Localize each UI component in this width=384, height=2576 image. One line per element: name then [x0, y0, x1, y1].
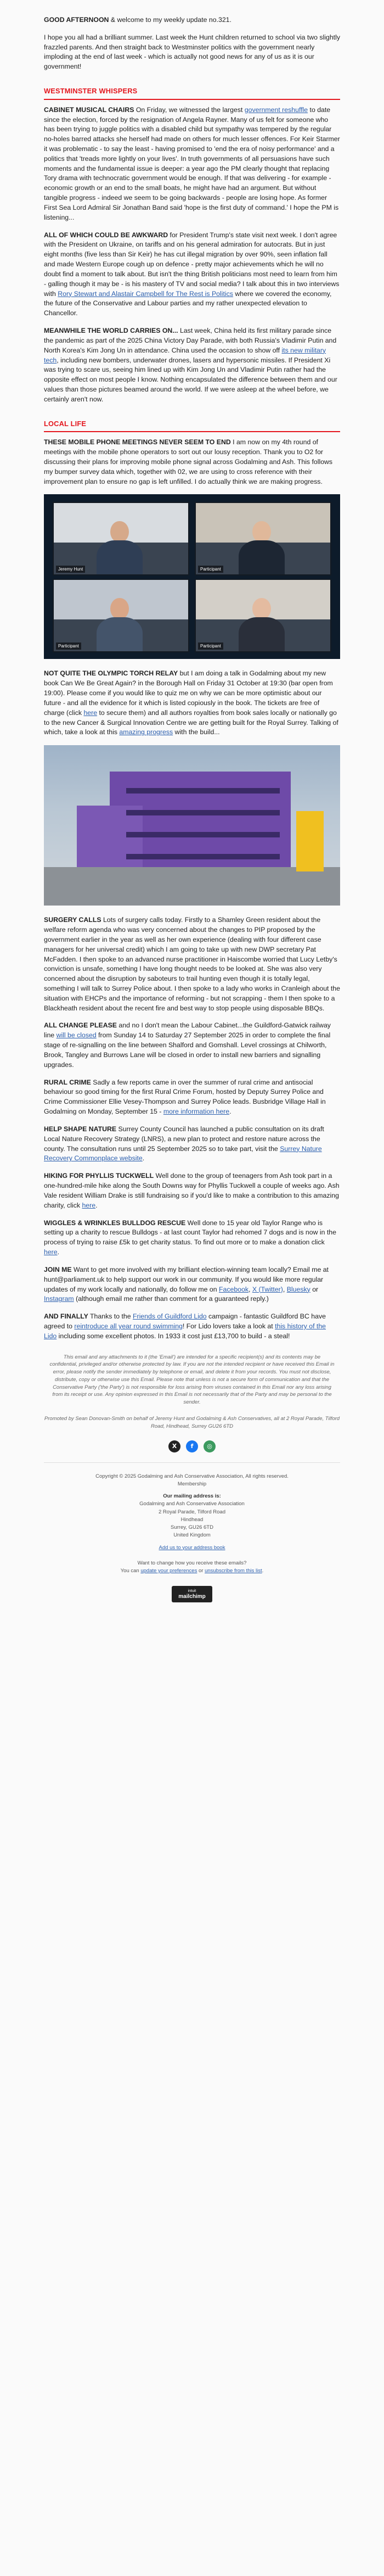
railway-closed-link[interactable]: will be closed: [56, 1031, 97, 1040]
email-footer: [44, 1354, 340, 1603]
para-text: with the build...: [173, 728, 220, 736]
para-text: campaign - fantastic Guildford BC have agreed to: [44, 1312, 326, 1330]
year-round-swimming-link[interactable]: reintroduce all year round swimming: [74, 1322, 183, 1330]
amazing-progress-link[interactable]: amazing progress: [119, 728, 173, 736]
facebook-icon[interactable]: f: [186, 1440, 198, 1452]
lido-history-link[interactable]: this history of the Lido: [44, 1322, 326, 1340]
change-emails-question: Want to change how you receive these emails?: [137, 1560, 247, 1566]
section-westminster: [44, 86, 340, 100]
para-title: CABINET MUSICAL CHAIRS: [44, 105, 134, 114]
para-title: NOT QUITE THE OLYMPIC TORCH RELAY: [44, 669, 178, 678]
badge-bottom-text: mailchimp: [178, 1593, 206, 1600]
para-text: .: [229, 1108, 231, 1116]
update-preferences-link[interactable]: update your preferences: [140, 1568, 197, 1574]
para-title: THESE MOBILE PHONE MEETINGS NEVER SEEM TO END: [44, 438, 231, 446]
fundraising-here-link[interactable]: here: [82, 1201, 96, 1209]
mailchimp-badge[interactable]: [172, 1586, 212, 1602]
para-text: .: [57, 1248, 60, 1256]
separator: ,: [283, 1285, 287, 1293]
footer-text: .: [262, 1568, 264, 1574]
facebook-link[interactable]: Facebook: [218, 1285, 249, 1293]
para-text: but I am doing a talk in Godalming about my new book Can We Be Great Again? in the Borough Hall on Friday 31 October at 19:30 (bar open from 19:00). Please come if you would like to quiz me on why we can be more optimistic about our future - and all the evidence for it which is listed copiously in the book. The tickets are free of charge (click: [44, 669, 333, 717]
bluesky-link[interactable]: Bluesky: [286, 1285, 310, 1293]
para-text: Thanks to the: [88, 1312, 133, 1321]
donation-here-link[interactable]: here: [44, 1248, 58, 1256]
para-text: including some excellent photos. In 1933 it cost just £13,700 to build - a steal!: [57, 1332, 290, 1340]
twitter-link[interactable]: X (Twitter): [252, 1285, 283, 1293]
para-text: (although email me rather than comment for a guaranteed reply.): [74, 1295, 269, 1303]
para-text: from Sunday 14 to Saturday 27 September 2025 in order to complete the final stage of re-signalling on the line between Shalford and Gomshall. Level crossings at Chilworth, Brook, Tangley and Burrows Lane will be closed in order to install new barriers and signalling upgrades.: [44, 1031, 331, 1069]
address-line: 2 Royal Parade, Tilford Road: [159, 1508, 225, 1515]
para-text: Well done to 15 year old Taylor Range who is setting up a charity to rescue Bulldogs - at last count Taylor had rehomed 7 dogs and is now in the process of trying to raise £5k to get charity status. To find out more or to make a donation click: [44, 1219, 336, 1247]
para-title: AND FINALLY: [44, 1312, 88, 1321]
paragraph-nature: [44, 1125, 340, 1164]
mailing-address-title: Our mailing address is:: [163, 1493, 221, 1500]
paragraph-cabinet: [44, 105, 340, 223]
para-title: SURGERY CALLS: [44, 916, 101, 924]
separator: or: [310, 1285, 319, 1293]
address-line: Surrey, GU26 6TD: [171, 1524, 213, 1531]
intro-paragraph: I hope you all had a brilliant summer. Last week the Hunt children returned to school via two slightly frazzled parents. And then straight back to Westminster politics with the government nearly imploding at the end of last week - which is actually not good news for any of us as it is our government!: [44, 33, 340, 71]
reshuffle-link[interactable]: government reshuffle: [244, 105, 308, 114]
video-tile-label: Jeremy Hunt: [56, 566, 85, 573]
paragraph-finally: [44, 1312, 340, 1341]
preferences-line: [44, 1567, 340, 1575]
video-tile-label: Participant: [56, 642, 81, 650]
para-title: JOIN ME: [44, 1265, 72, 1273]
building-wing: [77, 806, 143, 877]
more-info-link[interactable]: more information here: [163, 1108, 230, 1116]
para-text: I am now on my 4th round of meetings with the mobile phone operators to sort out our lousy reception. Thank you to O2 for discussing their plans for improving mobile phone signal across Godalming and Ash. This follows my bumper survey data which, together with 02, we are using to cross reference with their improvement plan to ensure no gap is left unfilled. I do actually think we are making progress.: [44, 438, 333, 485]
para-text: and no I don't mean the Labour Cabinet...the Guildford-Gatwick railway line: [44, 1021, 331, 1040]
greeting-rest: & welcome to my weekly update no.321.: [109, 16, 231, 24]
para-text: where we covered the economy, the future of the Conservative and Labour parties and my rather unexpected elevation to Chancellor.: [44, 289, 332, 317]
rest-is-politics-link[interactable]: Rory Stewart and Alastair Campbell for The Rest is Politics: [58, 289, 233, 298]
para-text: .: [142, 1154, 145, 1163]
military-tech-link[interactable]: its new military tech: [44, 346, 326, 364]
para-text: Want to get more involved with my brilliant election-winning team locally? Email me at hunt@parliament.uk to help support our work in our community. If you would like more regular updates of my work locally and nationally, do follow me on: [44, 1265, 329, 1293]
unsubscribe-link[interactable]: unsubscribe from this list: [205, 1568, 262, 1574]
video-tile: [53, 579, 189, 652]
greeting: [44, 15, 340, 25]
footer-text: or: [197, 1568, 205, 1574]
paragraph-all-change: [44, 1021, 340, 1070]
footer-divider: [44, 1462, 340, 1463]
address-line: Godalming and Ash Conservative Association: [139, 1501, 245, 1507]
video-tile: [53, 502, 189, 575]
construction-site-ground: [44, 867, 340, 906]
promoted-by-notice: Promoted by Sean Donovan-Smith on behalf of Jeremy Hunt and Godalming & Ash Conservatives, all at 2 Royal Parade, Tilford Road, Hindhead, Surrey GU26 6TD: [44, 1416, 340, 1429]
para-text: .: [95, 1201, 98, 1209]
paragraph-surgery: [44, 915, 340, 1013]
commonplace-link[interactable]: Surrey Nature Recovery Commonplace website: [44, 1144, 322, 1163]
section-local: [44, 419, 340, 433]
badge-top-text: intuit: [188, 1589, 196, 1593]
para-text: Sadly a few reports came in over the summer of rural crime and antisocial behaviour so good timing for the first Rural Crime Forum, hosted by Deputy Surrey Police and Crime Commissioner Ellie Vesey-Thompson and Surrey Police leads. Busbridge Village Hall in Godalming on Monday, September 15 -: [44, 1078, 326, 1116]
address-line: Hindhead: [180, 1516, 204, 1523]
paragraph-hiking: [44, 1171, 340, 1210]
section-divider: [44, 99, 340, 100]
tickets-here-link[interactable]: here: [83, 708, 98, 717]
para-text: ! For Lido lovers take a look at: [182, 1322, 275, 1330]
instagram-link[interactable]: Instagram: [44, 1295, 74, 1303]
paragraph-rural-crime: [44, 1078, 340, 1117]
cancer-centre-building-image: [44, 745, 340, 906]
video-tile-label: Participant: [198, 642, 223, 650]
footer-text: You can: [120, 1568, 141, 1574]
para-title: WIGGLES & WRINKLES BULLDOG RESCUE: [44, 1219, 186, 1227]
para-text: for President Trump's state visit next week. I don't agree with the President on Ukraine, on tariffs and on his general admiration for autocrats. But in just eight months (five less than Sir Keir) he has cut illegal migration by over 90%, seen inflation fall and made Western Europe cough up on defence - pretty major achievements which he will no doubt find a moment to talk about. But isn't the thing British politicians most need to learn from him - galling though it may be - is his mastery of TV and social media? I talk about this in two interviews with: [44, 231, 340, 298]
x-twitter-icon[interactable]: X: [168, 1440, 180, 1452]
paragraph-bulldog: [44, 1219, 340, 1258]
legal-disclaimer: This email and any attachments to it (the 'Email') are intended for a specific recipient(s) and its contents may be confidential, privileged and/or otherwise protected by law. If you are not the intended recipient or have received this Email in error, please notify the sender immediately by telephone or email, and delete it from your records. You must not disclose, distribute, copy or otherwise use this Email. Please note that unless is not a secure form of communication and that the Conservative Party ('the Party') is not responsible for loss arising from viruses contained in this Email nor any loss arising from its receipt or use. Any opinion expressed in this Email is not necessarily that of the Party and may be personal to the sender.: [49, 1354, 335, 1406]
para-text: On Friday, we witnessed the largest: [134, 105, 245, 114]
para-text: Lots of surgery calls today. Firstly to a Shamley Green resident about the welfare reform agenda who was very concerned about the changes to PIP proposed by the government earlier in the year as well as her own experience (dealing with four different case managers for her universal credit) which I am going to take up with new DWP secretary Pat McFadden. I then spoke to an advanced nurse practitioner in Haiscombe worried that Lucy Letby's conviction is unsafe, something I have long thought needs to be looked at. She was also very concerned about the disruption by saboteurs to trail hunting even though it is totally legal, something I will talk to Surrey Police about. I then spoke to a lady who works in Cranleigh about the situation with EHCPs and the importance of reforming - but not scrapping - them I then spoke to a Blackheath resident about the recent fire and best way to stop people using disposable BBQs.: [44, 916, 340, 1012]
address-line: United Kingdom: [173, 1532, 211, 1539]
para-title: RURAL CRIME: [44, 1078, 91, 1086]
para-title: HELP SHAPE NATURE: [44, 1125, 117, 1133]
membership-label: Membership: [177, 1480, 207, 1487]
paragraph-mobile: [44, 438, 340, 487]
para-text: Last week, China held its first military parade since the pandemic as part of the 2025 China Victory Day Parade, with both Russia's Vladimir Putin and North Korea's Kim Jong Un in attendance. China used the occasion to show off: [44, 327, 337, 354]
para-title: MEANWHILE THE WORLD CARRIES ON...: [44, 327, 178, 335]
paragraph-world: [44, 326, 340, 405]
footer-info: [44, 1473, 340, 1575]
section-divider: [44, 431, 340, 432]
greeting-bold: GOOD AFTERNOON: [44, 16, 109, 24]
video-call-image: [44, 494, 340, 659]
add-address-book-link[interactable]: Add us to your address book: [159, 1544, 225, 1551]
friends-of-lido-link[interactable]: Friends of Guildford Lido: [132, 1312, 207, 1321]
para-text: to secure them) and all authors royalties from book sales locally or nationally go to the new Cancer & Surgical Innovation Centre we are getting built for the Royal Surrey. Talking of which, take a look at this: [44, 708, 338, 736]
separator: ,: [249, 1285, 252, 1293]
para-title: ALL OF WHICH COULD BE AWKWARD: [44, 231, 168, 239]
paragraph-join-me: [44, 1265, 340, 1304]
social-links: [44, 1440, 340, 1452]
paragraph-awkward: [44, 231, 340, 318]
video-tile-label: Participant: [198, 566, 223, 573]
construction-machine: [296, 811, 324, 871]
copyright: Copyright © 2025 Godalming and Ash Conservative Association, All rights reserved.: [95, 1473, 289, 1479]
section-title: LOCAL LIFE: [44, 419, 87, 428]
email-body: [44, 0, 340, 1602]
para-text: to date since the election, forced by the resignation of Angela Rayner. Many of us felt for someone who has been trying to juggle politics with a disabled child but sympathy was tempered by the regular no-holes barred attacks she herself had made on others for much lesser offences. For Keir Starmer it was problematic - to say the least - having promised to 'end the era of noisy performance' and a politics that 'treads more lightly on your lives'. In truth governments of all persuasions have such moments and the fundamental issue is deeper: a year ago the PM clearly thought that replacing Tory drama with technocratic government would be enough. If that was delivering - for example - economic growth or an end to the small boats, he might have had an argument. But without tangible progress - indeed we seem to be going backwards - people are losing hope. As former First Sea Lord Admiral Sir Jonathan Band said 'hope is the first duty of command.' I hope the PM is listening...: [44, 105, 340, 221]
video-tile: [195, 502, 331, 575]
section-title: WESTMINSTER WHISPERS: [44, 87, 138, 96]
para-text: Well done to the group of teenagers from Ash took part in a one-hundred-mile hike along the South Downs way for Phyllis Tuckwell a couple of weeks ago. Ash Vale resident William Drake is still fundraising so if you'd like to make a contribution to this amazing charity, click: [44, 1172, 340, 1209]
paragraph-olympic: [44, 669, 340, 737]
para-text: , including new bombers, underwater drones, lasers and hypersonic missiles. If President Xi was trying to scare us, seeing him lined up with Kim Jong Un and Vladimir Putin rather had the opposite effect on most people I know. Nothing encapsulated the difference between them and our values than those pictures beamed around the world. If we were asleep at the wheel before, we certainly aren't now.: [44, 356, 337, 403]
video-tile: [195, 579, 331, 652]
para-title: HIKING FOR PHYLLIS TUCKWELL: [44, 1172, 154, 1180]
website-icon[interactable]: ◎: [204, 1440, 216, 1452]
para-text: Surrey County Council has launched a public consultation on its draft Local Nature Recovery Strategy (LNRS), a new plan to protect and restore nature across the county. The consultation runs until 25 September 2025 so to take part, visit the: [44, 1125, 324, 1153]
para-title: ALL CHANGE PLEASE: [44, 1021, 117, 1030]
